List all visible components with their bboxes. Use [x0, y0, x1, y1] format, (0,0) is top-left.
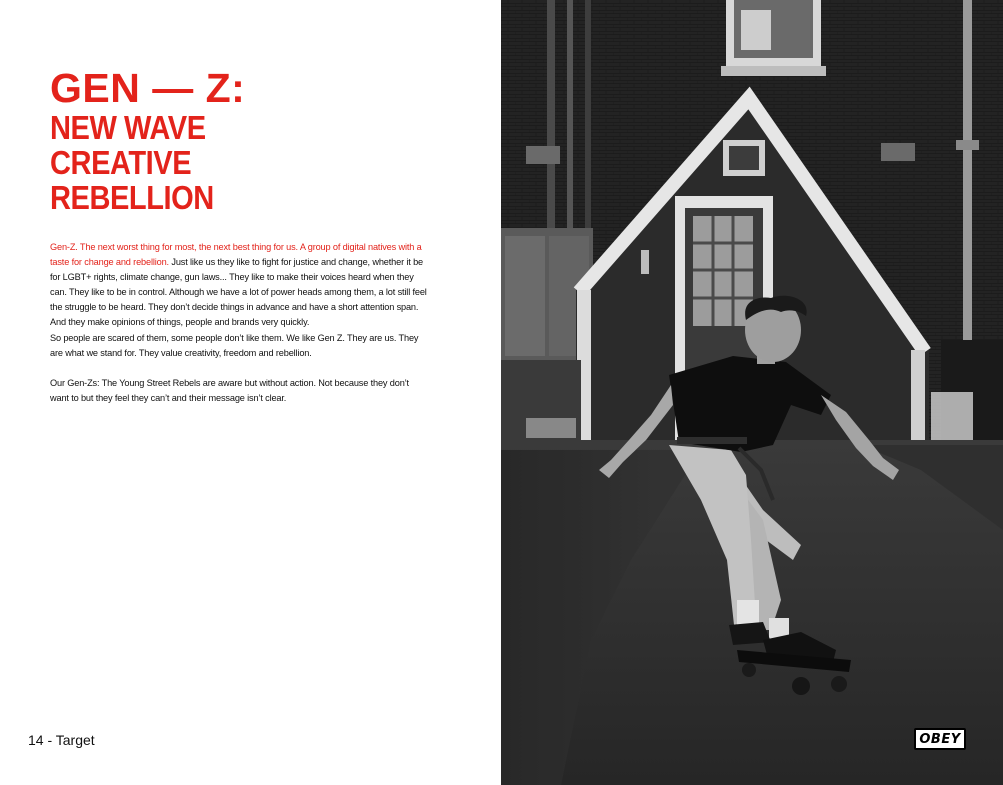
lede-text: Gen-Z. The next worst thing for most, the next best thing for us. A group of digital natives with a taste for change and rebellion. — [50, 242, 422, 268]
left-page — [0, 0, 501, 785]
paragraph-spacer — [50, 361, 430, 376]
title-block — [50, 66, 245, 215]
subhead-line: NEW WAVE — [50, 109, 206, 146]
body-paragraph-2: So people are scared of them, some people don’t like them. We like Gen Z. They are us. They are what we stand for. They value creativity, freedom and rebellion. — [50, 332, 419, 358]
subhead-line: REBELLION — [50, 179, 214, 216]
body-paragraph-3: Our Gen-Zs: The Young Street Rebels are aware but without action. Not because they don’t want to but they feel they can’t and their message isn’t clear. — [50, 377, 409, 403]
body-paragraph-1 — [50, 240, 430, 331]
headline: GEN — Z: — [50, 65, 246, 111]
skateboarder-photo — [501, 0, 1003, 785]
obey-logo: OBEY — [914, 728, 966, 750]
right-page — [501, 0, 1003, 785]
body-text: Just like us they like to fight for justice and change, whether it be for LGBT+ rights, climate change, gun laws... They like to make their voices heard when they can. They like to be in control. Although we have a lot of power heads among them, a lot still feel the struggle to be heard. They don’t decide things in advance and have a short attention span. And they make opinions of things, people and brands very quickly. — [50, 257, 427, 328]
body-copy — [50, 240, 430, 406]
subhead-line: CREATIVE — [50, 144, 192, 181]
page-folio: 14 - Target — [28, 732, 95, 748]
